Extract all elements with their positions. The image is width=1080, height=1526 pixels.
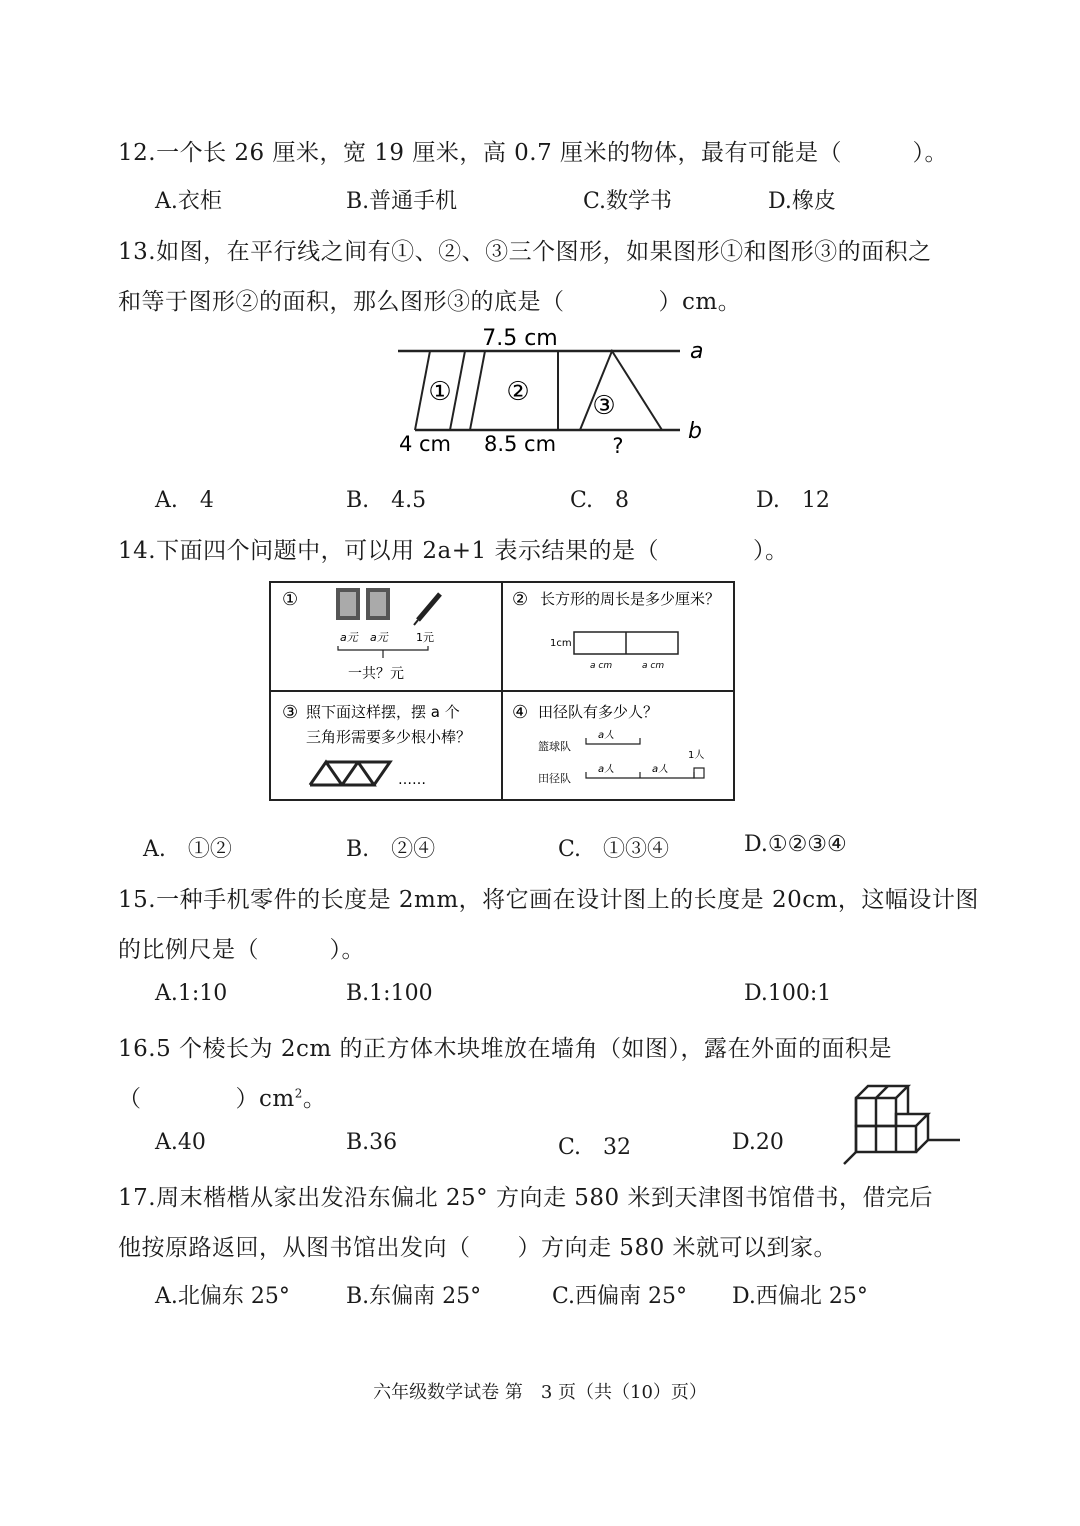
q13-top-label: 7.5 cm <box>482 326 558 351</box>
box4-team1: 篮球队 <box>538 740 571 753</box>
q14-option-c: C. ①③④ <box>558 837 670 862</box>
q13-option-a: A. 4 <box>155 488 214 513</box>
q17-option-d: D.西偏北 25° <box>732 1284 868 1309</box>
q14-figure-grid <box>268 580 738 804</box>
box4-a3: a人 <box>652 764 669 775</box>
q13-bottom1: 4 cm <box>398 432 452 456</box>
box4-one: 1人 <box>688 750 705 761</box>
q16-stem-line1: 16.5 个棱长为 2cm 的正方体木块堆放在墙角（如图），露在外面的面积是 <box>118 1036 892 1062</box>
q13-bottom2: 8.5 cm <box>483 432 557 456</box>
q13-option-b: B. 4.5 <box>346 488 427 513</box>
q13-shape2-label: ② <box>506 377 530 407</box>
q13-line-a-label: a <box>690 339 704 364</box>
box3-question-1: 照下面这样摆，摆 a 个 <box>306 703 460 721</box>
triangle-sticks-icon <box>310 762 390 785</box>
box2-side: 1cm <box>550 638 572 649</box>
q12-option-c: C.数学书 <box>583 189 673 214</box>
q16-option-a: A.40 <box>155 1130 206 1155</box>
q17-stem-line1: 17.周末楷楷从家出发沿东偏北 25° 方向走 580 米到天津图书馆借书，借完后 <box>118 1185 933 1211</box>
q16-unit-sup: 2 <box>294 1086 303 1101</box>
q15-option-b: B.1:100 <box>346 981 433 1006</box>
q16-option-c: C. 32 <box>558 1135 632 1160</box>
q13-shape3-label: ③ <box>592 391 616 421</box>
box2-width-2: a cm <box>642 661 665 671</box>
q14-option-b: B. ②④ <box>346 837 436 862</box>
box1-label-2: a元 <box>370 631 388 644</box>
box3-dots: …… <box>398 772 426 788</box>
q13-line-b-label: b <box>688 419 702 444</box>
box1-label-3: 1元 <box>416 631 434 644</box>
q17-option-b: B.东偏南 25° <box>346 1284 482 1309</box>
q12-option-b: B.普通手机 <box>346 189 458 214</box>
q14-stem: 14.下面四个问题中，可以用 2a+1 表示结果的是（ ）。 <box>118 538 789 564</box>
q14-option-d: D.①②③④ <box>744 832 847 857</box>
q13-stem-line1: 13.如图，在平行线之间有①、②、③三个图形，如果图形①和图形③的面积之 <box>118 239 932 265</box>
q12-stem: 12.一个长 26 厘米，宽 19 厘米，高 0.7 厘米的物体，最有可能是（ ）。 <box>118 140 949 166</box>
box3-number: ③ <box>282 702 299 723</box>
box2-width-1: a cm <box>590 661 613 671</box>
q17-option-c: C.西偏南 25° <box>552 1284 688 1309</box>
q17-stem-line2: 他按原路返回，从图书馆出发向（ ）方向走 580 米就可以到家。 <box>118 1235 838 1261</box>
q16-blank: （ ）cm <box>118 1086 295 1112</box>
ticket-icon <box>336 588 360 620</box>
pencil-icon <box>414 594 440 625</box>
box1-question: 一共？元 <box>348 666 404 682</box>
box4-team2: 田径队 <box>538 772 571 785</box>
q13-figure <box>390 318 720 468</box>
box4-question: 田径队有多少人？ <box>538 703 659 721</box>
box4-a2: a人 <box>598 764 615 775</box>
box4-a1: a人 <box>598 730 615 741</box>
ticket-icon-2 <box>366 588 390 620</box>
q12-option-d: D.橡皮 <box>768 189 836 214</box>
box1-number: ① <box>282 589 299 610</box>
q16-option-b: B.36 <box>346 1130 398 1155</box>
q13-option-d: D. 12 <box>756 488 830 513</box>
q12-option-a: A.衣柜 <box>155 189 222 214</box>
q16-period: 。 <box>302 1086 327 1112</box>
page-footer: 六年级数学试卷 第 3 页（共（10）页） <box>373 1382 707 1403</box>
q17-option-a: A.北偏东 25° <box>155 1284 290 1309</box>
q15-stem-line2: 的比例尺是（ ）。 <box>118 937 365 963</box>
q16-stem-line2 <box>118 1080 326 1113</box>
q13-stem-line2: 和等于图形②的面积，那么图形③的底是（ ）cm。 <box>118 289 742 315</box>
q13-shape1-label: ① <box>428 377 452 407</box>
box4-number: ④ <box>512 702 529 723</box>
q13-bottom3: ? <box>612 434 624 458</box>
box2-question: 长方形的周长是多少厘米？ <box>540 590 721 608</box>
q15-option-a: A.1:10 <box>155 981 228 1006</box>
box3-question-2: 三角形需要多少根小棒？ <box>306 728 472 746</box>
q13-option-c: C. 8 <box>570 488 630 513</box>
q15-option-d: D.100:1 <box>744 981 832 1006</box>
q15-stem-line1: 15.一种手机零件的长度是 2mm，将它画在设计图上的长度是 20cm，这幅设计图 <box>118 887 979 913</box>
box1-label-1: a元 <box>340 631 358 644</box>
q16-option-d: D.20 <box>732 1130 784 1155</box>
q14-option-a: A. ①② <box>143 837 232 862</box>
box2-number: ② <box>512 589 529 610</box>
q16-cube-figure <box>838 1068 968 1168</box>
